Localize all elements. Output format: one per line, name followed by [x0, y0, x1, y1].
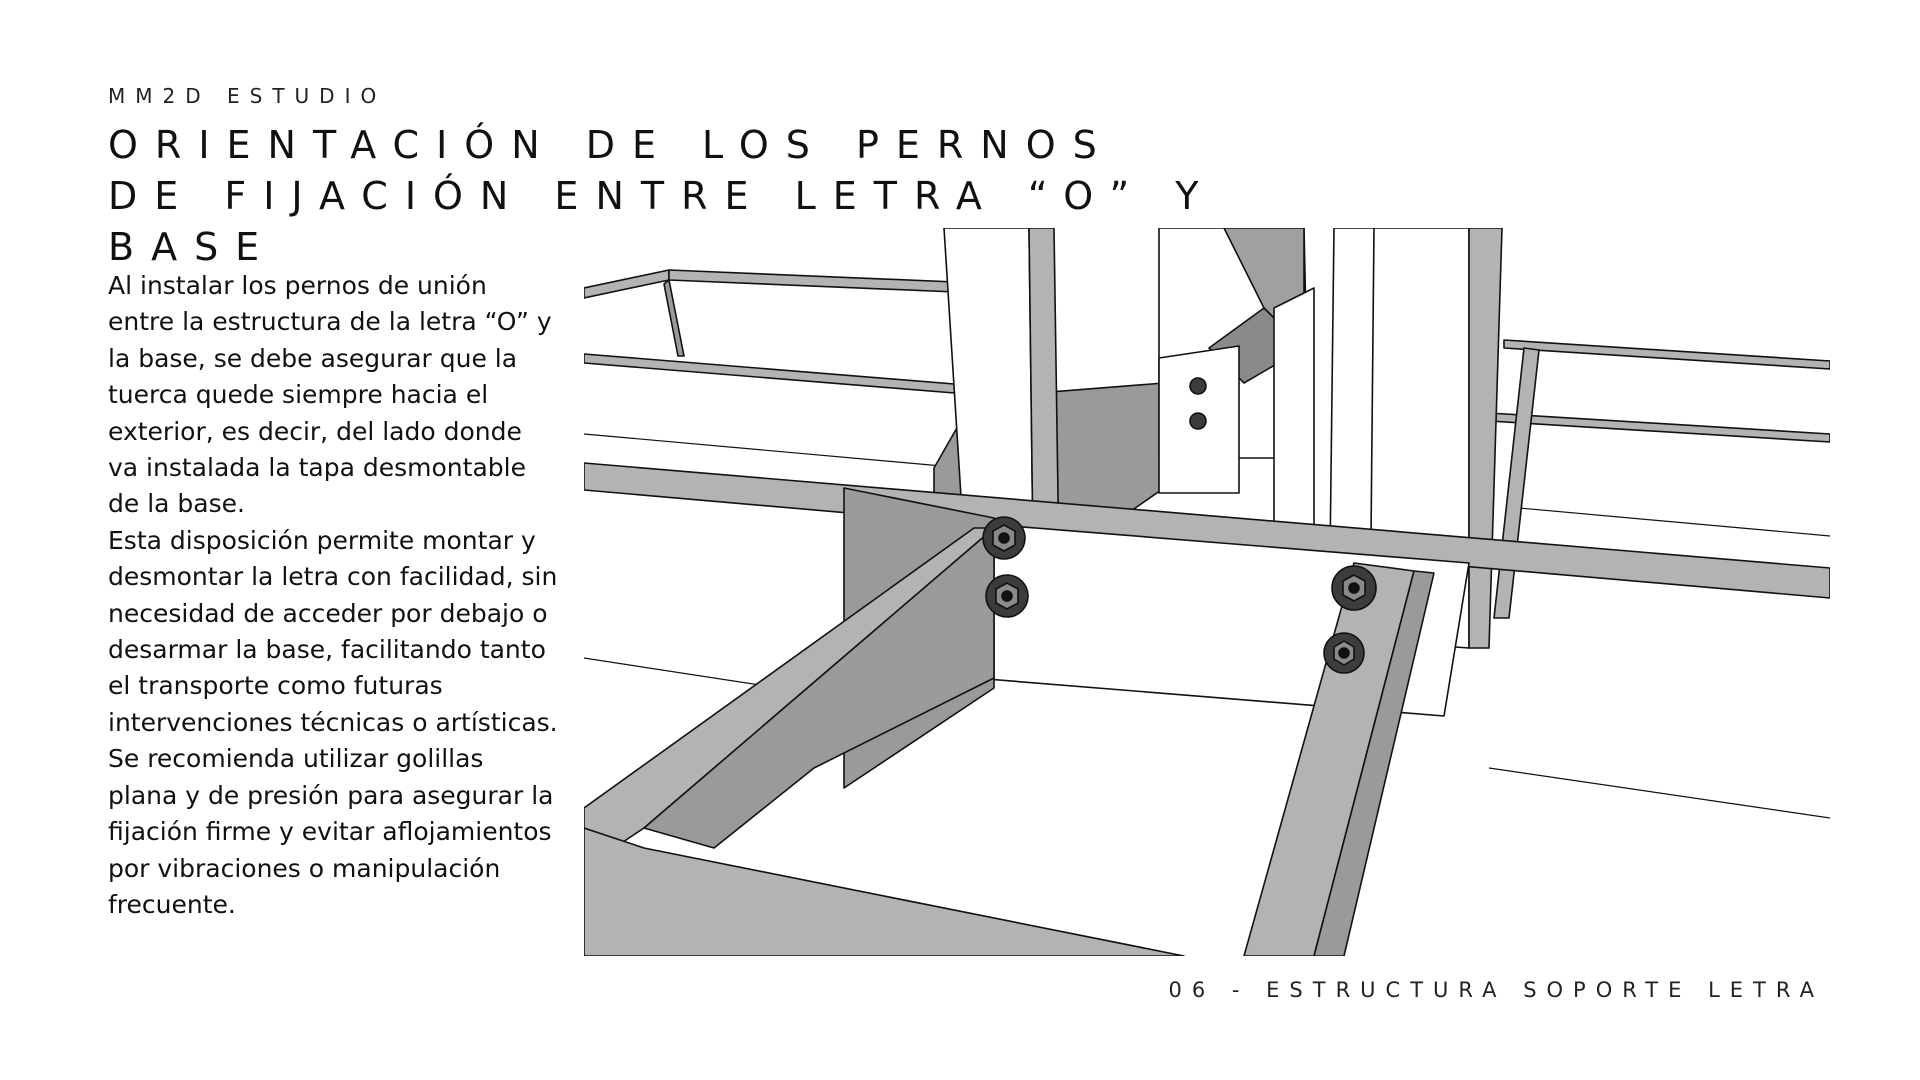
- right-diagonal-bar: [1494, 348, 1539, 618]
- bolt-nut-top-right: [1332, 566, 1376, 610]
- structure-3d-illustration: [584, 228, 1830, 956]
- paragraph-installation: Al instalar los pernos de unión entre la estructura de la letra “O” y la base, se debe asegurar que la tuerca quede siempre hacia el exterior, es decir, del lado donde va instalada la tapa desmontable de la base.: [108, 271, 552, 519]
- title-line-2: DE FIJACIÓN ENTRE LETRA “O” Y: [108, 174, 1216, 218]
- bolt-nut-top-left: [983, 517, 1025, 559]
- title-line-1: ORIENTACIÓN DE LOS PERNOS: [108, 123, 1114, 167]
- bolt-nut-bottom-left: [986, 575, 1028, 617]
- paragraph-recommendation: Se recomienda utilizar golillas plana y de presión para asegurar la fijación firme y evitar aflojamientos por vibraciones o manipulación frecuente.: [108, 744, 554, 919]
- description-text: [108, 268, 558, 923]
- studio-brand: MM2D ESTUDIO: [108, 84, 387, 108]
- section-footer: 06 - ESTRUCTURA SOPORTE LETRA: [1168, 978, 1824, 1002]
- bolt-nut-bottom-right: [1324, 633, 1364, 673]
- paragraph-assembly: Esta disposición permite montar y desmontar la letra con facilidad, sin necesidad de acceder por debajo o desarmar la base, facilitando tanto el transporte como futuras intervenciones técnicas o artísticas.: [108, 525, 558, 737]
- title-line-3: BASE: [108, 225, 277, 269]
